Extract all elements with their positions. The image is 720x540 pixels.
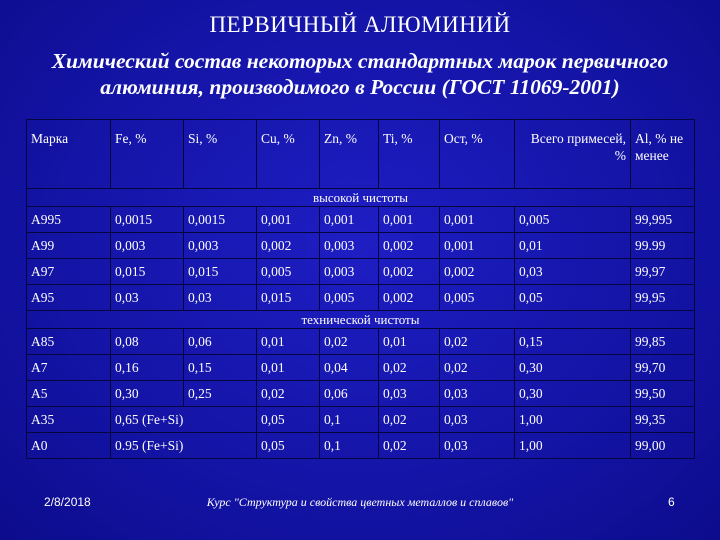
cell-cu: 0,05 xyxy=(257,433,320,459)
cell-other: 0,02 xyxy=(440,329,515,355)
cell-total: 0,005 xyxy=(515,207,631,233)
cell-grade: А85 xyxy=(27,329,111,355)
cell-fe: 0,16 xyxy=(111,355,184,381)
cell-ti: 0,01 xyxy=(379,329,440,355)
cell-fesi: 0,65 (Fe+Si) xyxy=(111,407,257,433)
cell-cu: 0,02 xyxy=(257,381,320,407)
cell-other: 0,005 xyxy=(440,285,515,311)
section-label-technical-purity: технической чистоты xyxy=(27,311,695,329)
cell-ti: 0,002 xyxy=(379,233,440,259)
composition-table xyxy=(26,119,695,459)
cell-zn: 0,06 xyxy=(320,381,379,407)
cell-total: 1,00 xyxy=(515,433,631,459)
cell-si: 0,003 xyxy=(184,233,257,259)
table-row xyxy=(27,407,695,433)
cell-zn: 0,1 xyxy=(320,407,379,433)
cell-ti: 0,001 xyxy=(379,207,440,233)
cell-total: 0,05 xyxy=(515,285,631,311)
cell-cu: 0,01 xyxy=(257,329,320,355)
table-header-row xyxy=(27,120,695,189)
cell-si: 0,03 xyxy=(184,285,257,311)
cell-ti: 0,02 xyxy=(379,433,440,459)
cell-al: 99.99 xyxy=(631,233,695,259)
table-row xyxy=(27,259,695,285)
cell-cu: 0,005 xyxy=(257,259,320,285)
cell-al: 99,50 xyxy=(631,381,695,407)
cell-fe: 0,30 xyxy=(111,381,184,407)
subtitle-line-2: алюминия, производимого в России (ГОСТ 11069-2001) xyxy=(100,75,620,99)
cell-zn: 0,003 xyxy=(320,233,379,259)
section-row-tech xyxy=(27,311,695,329)
table-row xyxy=(27,329,695,355)
cell-total: 0,30 xyxy=(515,381,631,407)
header-al-min: Al, % не менее xyxy=(631,120,695,189)
cell-grade: А99 xyxy=(27,233,111,259)
table-row xyxy=(27,207,695,233)
cell-total: 0,30 xyxy=(515,355,631,381)
slide-subtitle xyxy=(0,48,720,100)
header-fe: Fe, % xyxy=(111,120,184,189)
header-zn: Zn, % xyxy=(320,120,379,189)
cell-zn: 0,005 xyxy=(320,285,379,311)
header-total-impurities: Всего примесей, % xyxy=(515,120,631,189)
subtitle-line-1: Химический состав некоторых стандартных марок первичного xyxy=(51,49,669,73)
cell-fesi: 0.95 (Fe+Si) xyxy=(111,433,257,459)
header-si: Si, % xyxy=(184,120,257,189)
cell-al: 99,85 xyxy=(631,329,695,355)
header-cu: Cu, % xyxy=(257,120,320,189)
cell-fe: 0,03 xyxy=(111,285,184,311)
cell-fe: 0,0015 xyxy=(111,207,184,233)
section-label-high-purity: высокой чистоты xyxy=(27,189,695,207)
cell-other: 0,03 xyxy=(440,407,515,433)
cell-grade: А7 xyxy=(27,355,111,381)
cell-grade: А995 xyxy=(27,207,111,233)
cell-zn: 0,001 xyxy=(320,207,379,233)
cell-fe: 0,08 xyxy=(111,329,184,355)
table-row xyxy=(27,381,695,407)
cell-total: 0,01 xyxy=(515,233,631,259)
footer-course: Курс "Структура и свойства цветных металлов и сплавов" xyxy=(206,495,514,509)
cell-ti: 0,002 xyxy=(379,259,440,285)
cell-other: 0,03 xyxy=(440,433,515,459)
cell-zn: 0,003 xyxy=(320,259,379,285)
cell-cu: 0,05 xyxy=(257,407,320,433)
cell-ti: 0,02 xyxy=(379,407,440,433)
cell-si: 0,0015 xyxy=(184,207,257,233)
cell-grade: А5 xyxy=(27,381,111,407)
cell-other: 0,002 xyxy=(440,259,515,285)
table-row xyxy=(27,355,695,381)
cell-total: 0,03 xyxy=(515,259,631,285)
cell-zn: 0,02 xyxy=(320,329,379,355)
cell-grade: А35 xyxy=(27,407,111,433)
cell-al: 99,995 xyxy=(631,207,695,233)
cell-al: 99,00 xyxy=(631,433,695,459)
cell-other: 0,001 xyxy=(440,207,515,233)
cell-si: 0,15 xyxy=(184,355,257,381)
table-row xyxy=(27,285,695,311)
footer-date: 2/8/2018 xyxy=(44,495,91,509)
cell-al: 99,97 xyxy=(631,259,695,285)
cell-al: 99,70 xyxy=(631,355,695,381)
footer-page-number: 6 xyxy=(668,495,675,509)
table-row xyxy=(27,433,695,459)
cell-cu: 0,01 xyxy=(257,355,320,381)
cell-ti: 0,02 xyxy=(379,355,440,381)
cell-si: 0,06 xyxy=(184,329,257,355)
cell-other: 0,03 xyxy=(440,381,515,407)
cell-total: 1,00 xyxy=(515,407,631,433)
cell-zn: 0,04 xyxy=(320,355,379,381)
cell-grade: А95 xyxy=(27,285,111,311)
header-grade: Марка xyxy=(27,120,111,189)
header-other: Ост, % xyxy=(440,120,515,189)
cell-cu: 0,015 xyxy=(257,285,320,311)
cell-grade: А0 xyxy=(27,433,111,459)
header-ti: Ti, % xyxy=(379,120,440,189)
cell-grade: А97 xyxy=(27,259,111,285)
cell-fe: 0,015 xyxy=(111,259,184,285)
slide-title: ПЕРВИЧНЫЙ АЛЮМИНИЙ xyxy=(209,12,511,37)
cell-cu: 0,002 xyxy=(257,233,320,259)
cell-cu: 0,001 xyxy=(257,207,320,233)
cell-si: 0,25 xyxy=(184,381,257,407)
cell-al: 99,35 xyxy=(631,407,695,433)
cell-other: 0,001 xyxy=(440,233,515,259)
table-row xyxy=(27,233,695,259)
cell-ti: 0,03 xyxy=(379,381,440,407)
cell-other: 0,02 xyxy=(440,355,515,381)
cell-total: 0,15 xyxy=(515,329,631,355)
cell-ti: 0,002 xyxy=(379,285,440,311)
cell-al: 99,95 xyxy=(631,285,695,311)
cell-fe: 0,003 xyxy=(111,233,184,259)
cell-si: 0,015 xyxy=(184,259,257,285)
cell-zn: 0,1 xyxy=(320,433,379,459)
section-row-high xyxy=(27,189,695,207)
